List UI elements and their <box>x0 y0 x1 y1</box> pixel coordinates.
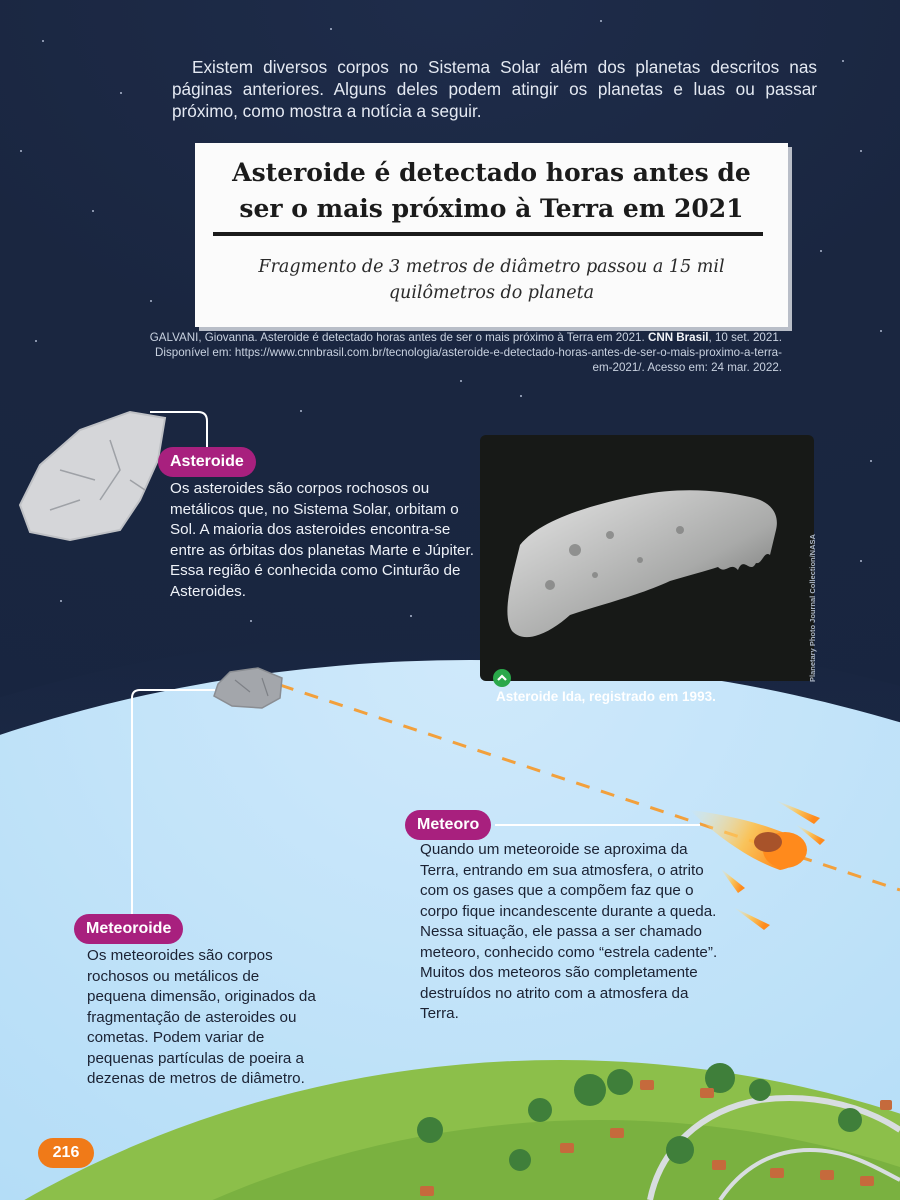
citation-suffix: , 10 set. 2021. Disponível em: https://www.cnnbrasil.com.br/tecnologia/asteroide-e-detectado-horas-antes-de-ser-o-mais-proximo-a-terra-em-2021/. Acesso em: 24 mar. 2022. <box>155 331 782 374</box>
news-headline-box <box>195 143 788 327</box>
headline-divider <box>213 232 763 236</box>
asteroid-ida-photo <box>480 435 814 681</box>
news-subtitle: Fragmento de 3 metros de diâmetro passou a 15 mil quilômetros do planeta <box>258 257 725 303</box>
citation-source: CNN Brasil <box>647 331 709 344</box>
meteoroide-label: Meteoroide <box>74 914 183 944</box>
asteroid-ida-image <box>480 435 814 681</box>
chevron-up-icon <box>493 669 511 687</box>
photo-credit: Planetary Photo Journal Collection/NASA <box>808 534 817 682</box>
citation <box>142 330 782 375</box>
citation-prefix: GALVANI, Giovanna. Asteroide é detectado horas antes de ser o mais próximo à Terra em 2021. <box>149 331 645 344</box>
photo-caption: Asteroide Ida, registrado em 1993. <box>496 689 716 704</box>
asteroid-illustration <box>20 412 165 540</box>
asteroide-description: Os asteroides são corpos rochosos ou metálicos que, no Sistema Solar, orbitam o Sol. A maioria dos asteroides encontra-se entre as órbitas dos planetas Marte e Júpiter. Essa região é conhecida como Cinturão de Asteroides. <box>170 480 474 600</box>
meteoroide-description: Os meteoroides são corpos rochosos ou metálicos de pequena dimensão, originados da fragmentação de asteroides ou cometas. Podem variar de pequenas partículas de poeira a dezenas de metros de diâmetro. <box>87 947 316 1087</box>
meteoro-label: Meteoro <box>405 810 491 840</box>
news-title: Asteroide é detectado horas antes de ser o mais próximo à Terra em 2021 <box>232 158 751 223</box>
asteroide-label: Asteroide <box>158 447 256 477</box>
page-number: 216 <box>38 1138 94 1168</box>
meteoro-description: Quando um meteoroide se aproxima da Terra, entrando em sua atmosfera, o atrito com os gases que a compõem faz que o corpo fique incandescente durante a queda. Nessa situação, ele passa a ser chamado meteoro, conhecido como “estrela cadente”. Muitos dos meteoros são completamente destruídos no atrito com a atmosfera da Terra. <box>420 841 718 1022</box>
intro-paragraph: Existem diversos corpos no Sistema Solar além dos planetas descritos nas páginas anteriores. Alguns deles podem atingir os planetas e luas ou passar próximo, como mostra a notícia a seguir. <box>172 57 817 121</box>
